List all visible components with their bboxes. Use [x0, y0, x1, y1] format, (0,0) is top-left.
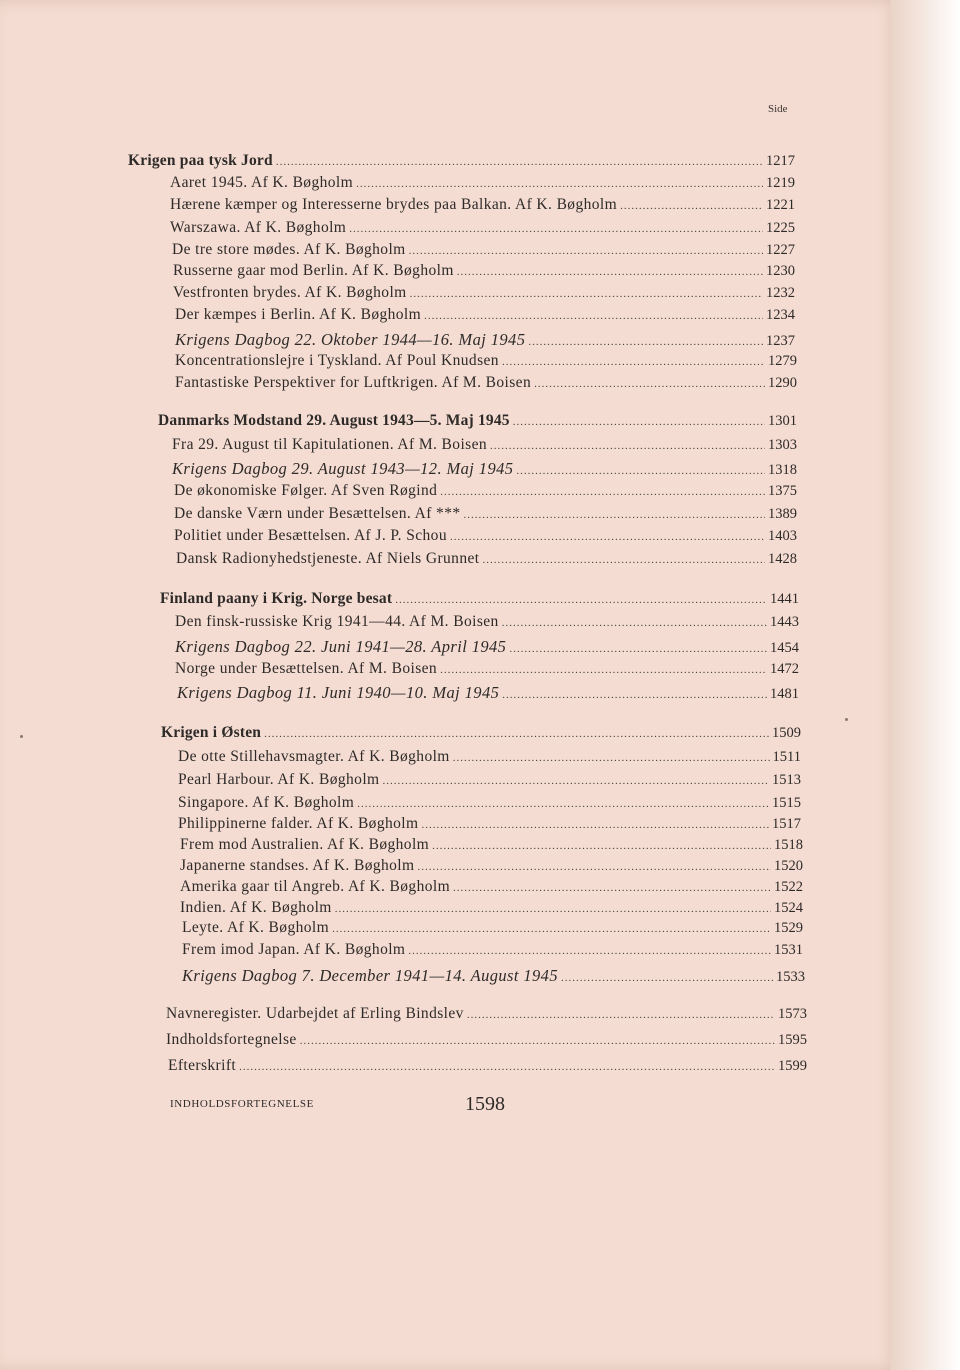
section-heading	[158, 412, 797, 430]
toc-entry	[175, 660, 799, 678]
toc-entry-title: De otte Stillehavsmagter. Af K. Bøgholm	[178, 748, 450, 765]
back-matter-entry-page: 1599	[778, 1058, 807, 1074]
diary-entry-page: 1481	[770, 686, 799, 702]
toc-entry-page: 1524	[774, 900, 803, 916]
toc-entry-page: 1517	[772, 816, 801, 832]
toc-entry	[170, 196, 795, 214]
back-matter-entry	[168, 1057, 807, 1075]
diary-entry-title: Krigens Dagbog 22. Oktober 1944—16. Maj 1945	[175, 330, 526, 349]
running-title: INDHOLDSFORTEGNELSE	[170, 1098, 314, 1110]
dot-leader	[408, 945, 771, 957]
dot-leader	[620, 200, 763, 212]
toc-entry-title: Indien. Af K. Bøgholm	[180, 899, 332, 916]
dot-leader	[276, 156, 763, 168]
dot-leader	[467, 1009, 775, 1021]
toc-entry-page: 1518	[774, 837, 803, 853]
toc-entry	[170, 174, 795, 192]
dot-leader	[561, 972, 773, 984]
toc-entry-page: 1511	[772, 749, 801, 765]
dot-leader	[409, 245, 763, 257]
page-column-heading: Side	[768, 103, 788, 115]
dot-leader	[490, 440, 765, 452]
toc-entry-title: Norge under Besættelsen. Af M. Boisen	[175, 660, 438, 677]
dot-leader	[502, 689, 767, 701]
diary-entry	[172, 459, 797, 479]
toc-entry-page: 1522	[774, 879, 803, 895]
toc-entry-page: 1219	[766, 175, 795, 191]
toc-entry-title: Koncentrationslejre i Tyskland. Af Poul Knudsen	[175, 352, 499, 369]
dot-leader	[239, 1061, 775, 1073]
toc-entry-title: Amerika gaar til Angreb. Af K. Bøgholm	[180, 878, 451, 895]
toc-entry	[172, 241, 795, 259]
section-heading-page: 1441	[770, 591, 799, 607]
toc-entry-title: Aaret 1945. Af K. Bøgholm	[170, 174, 354, 191]
toc-entry	[170, 219, 795, 237]
toc-entry-page: 1230	[766, 263, 795, 279]
toc-entry-page: 1513	[772, 772, 801, 788]
diary-entry-title: Krigens Dagbog 7. December 1941—14. August 1945	[182, 966, 558, 985]
toc-entry-page: 1290	[768, 375, 797, 391]
toc-entry-page: 1472	[770, 661, 799, 677]
diary-entry-page: 1533	[776, 969, 805, 985]
toc-entry-title: De økonomiske Følger. Af Sven Røgind	[174, 482, 438, 499]
dot-leader	[357, 798, 769, 810]
toc-entry	[182, 919, 803, 937]
toc-entry-title: De tre store mødes. Af K. Bøgholm	[172, 241, 406, 258]
toc-entry	[180, 836, 803, 854]
toc-entry	[178, 815, 801, 833]
toc-entry-title: Dansk Radionyhedstjeneste. Af Niels Grunnet	[176, 550, 480, 567]
dot-leader	[300, 1035, 775, 1047]
toc-entry-title: Leyte. Af K. Bøgholm	[182, 919, 330, 936]
back-matter-entry-title: Efterskrift	[168, 1057, 237, 1074]
toc-entry-page: 1227	[766, 242, 795, 258]
dot-leader	[424, 310, 763, 322]
toc-entry	[182, 941, 803, 959]
toc-entry-page: 1443	[770, 614, 799, 630]
toc-entry-title: Fantastiske Perspektiver for Luftkrigen. Af M. Boisen	[175, 374, 532, 391]
toc-entry-title: Hærene kæmper og Interesserne brydes paa Balkan. Af K. Bøgholm	[170, 196, 618, 213]
dot-leader	[534, 378, 765, 390]
dot-leader	[450, 531, 765, 543]
toc-entry	[174, 527, 797, 545]
toc-entry-page: 1515	[772, 795, 801, 811]
diary-entry-page: 1318	[768, 462, 797, 478]
diary-entry-title: Krigens Dagbog 11. Juni 1940—10. Maj 1945	[177, 683, 500, 702]
toc-entry-title: Fra 29. August til Kapitulationen. Af M. Boisen	[172, 436, 488, 453]
back-matter-entry-page: 1573	[778, 1006, 807, 1022]
toc-entry	[180, 899, 803, 917]
toc-entry	[173, 284, 795, 302]
toc-entry-title: Japanerne standses. Af K. Bøgholm	[180, 857, 415, 874]
toc-entry-page: 1520	[774, 858, 803, 874]
dot-leader	[332, 923, 771, 935]
toc-entry-title: Singapore. Af K. Bøgholm	[178, 794, 355, 811]
dot-leader	[349, 223, 763, 235]
toc-entry-page: 1225	[766, 220, 795, 236]
dot-leader	[440, 486, 765, 498]
dot-leader	[502, 356, 765, 368]
toc-entry-title: Philippinerne falder. Af K. Bøgholm	[178, 815, 419, 832]
dot-leader	[528, 336, 763, 348]
toc-entry-page: 1279	[768, 353, 797, 369]
toc-entry-page: 1428	[768, 551, 797, 567]
back-matter-entry	[166, 1031, 807, 1049]
toc-entry-page: 1221	[766, 197, 795, 213]
section-heading-title: Krigen i Østen	[161, 724, 262, 741]
back-matter-entry-title: Navneregister. Udarbejdet af Erling Bindslev	[166, 1005, 464, 1022]
dot-leader	[502, 617, 767, 629]
dot-leader	[509, 643, 767, 655]
dot-leader	[421, 819, 769, 831]
dot-leader	[453, 882, 771, 894]
toc-entry	[174, 505, 797, 523]
toc-entry-title: Russerne gaar mod Berlin. Af K. Bøgholm	[173, 262, 454, 279]
back-matter-entry	[166, 1005, 807, 1023]
toc-entry-title: Pearl Harbour. Af K. Bøgholm	[178, 771, 380, 788]
toc-entry	[172, 436, 797, 454]
toc-entry	[180, 857, 803, 875]
toc-entry-title: Der kæmpes i Berlin. Af K. Bøgholm	[175, 306, 422, 323]
toc-entry-title: De danske Værn under Besættelsen. Af ***	[174, 505, 461, 522]
back-matter-entry-title: Indholdsfortegnelse	[166, 1031, 297, 1048]
diary-entry-page: 1454	[770, 640, 799, 656]
dot-leader	[382, 775, 769, 787]
diary-entry-page: 1237	[766, 333, 795, 349]
dot-leader	[457, 266, 763, 278]
dot-leader	[417, 861, 771, 873]
toc-entry	[178, 748, 801, 766]
diary-entry	[177, 683, 799, 703]
toc-entry-title: Warszawa. Af K. Bøgholm	[170, 219, 347, 236]
dot-leader	[482, 554, 765, 566]
toc-entry-page: 1389	[768, 506, 797, 522]
paper-speck	[20, 735, 23, 738]
dot-leader	[356, 178, 763, 190]
paper-speck	[845, 718, 848, 721]
toc-entry-page: 1531	[774, 942, 803, 958]
toc-entry	[173, 262, 795, 280]
toc-entry	[178, 794, 801, 812]
section-heading-page: 1217	[766, 153, 795, 169]
toc-entry	[175, 352, 797, 370]
diary-entry	[175, 637, 799, 657]
page-number: 1598	[465, 1093, 505, 1115]
toc-entry-page: 1232	[766, 285, 795, 301]
back-matter-entry-page: 1595	[778, 1032, 807, 1048]
diary-entry-title: Krigens Dagbog 29. August 1943—12. Maj 1945	[172, 459, 514, 478]
toc-entry-title: Politiet under Besættelsen. Af J. P. Schou	[174, 527, 447, 544]
section-heading-title: Finland paany i Krig. Norge besat	[160, 590, 393, 607]
dot-leader	[432, 840, 771, 852]
toc-entry-page: 1234	[766, 307, 795, 323]
section-heading	[128, 152, 795, 170]
toc-entry-title: Vestfronten brydes. Af K. Bøgholm	[173, 284, 407, 301]
toc-entry	[176, 550, 797, 568]
toc-entry-title: Den finsk-russiske Krig 1941—44. Af M. Boisen	[175, 613, 499, 630]
dot-leader	[440, 664, 767, 676]
section-heading-page: 1509	[772, 725, 801, 741]
section-heading	[161, 724, 801, 742]
toc-entry	[178, 771, 801, 789]
toc-entry-page: 1375	[768, 483, 797, 499]
section-heading-title: Danmarks Modstand 29. August 1943—5. Maj 1945	[158, 412, 510, 429]
toc-entry-title: Frem mod Australien. Af K. Bøgholm	[180, 836, 430, 853]
dot-leader	[453, 752, 770, 764]
toc-entry	[175, 374, 797, 392]
dot-leader	[395, 594, 767, 606]
diary-entry	[182, 966, 805, 986]
toc-entry	[175, 613, 799, 631]
toc-entry-page: 1529	[774, 920, 803, 936]
dot-leader	[335, 903, 771, 915]
dot-leader	[516, 465, 765, 477]
section-heading	[160, 590, 799, 608]
section-heading-title: Krigen paa tysk Jord	[128, 152, 273, 169]
section-heading-page: 1301	[768, 413, 797, 429]
toc-entry	[175, 306, 795, 324]
dot-leader	[410, 288, 763, 300]
toc-entry-page: 1303	[768, 437, 797, 453]
toc-entry-title: Frem imod Japan. Af K. Bøgholm	[182, 941, 406, 958]
dot-leader	[513, 416, 765, 428]
dot-leader	[264, 728, 769, 740]
diary-entry-title: Krigens Dagbog 22. Juni 1941—28. April 1945	[175, 637, 507, 656]
page-edge	[890, 0, 960, 1370]
toc-entry	[180, 878, 803, 896]
dot-leader	[464, 509, 766, 521]
toc-entry-page: 1403	[768, 528, 797, 544]
toc-entry	[174, 482, 797, 500]
diary-entry	[175, 330, 795, 350]
